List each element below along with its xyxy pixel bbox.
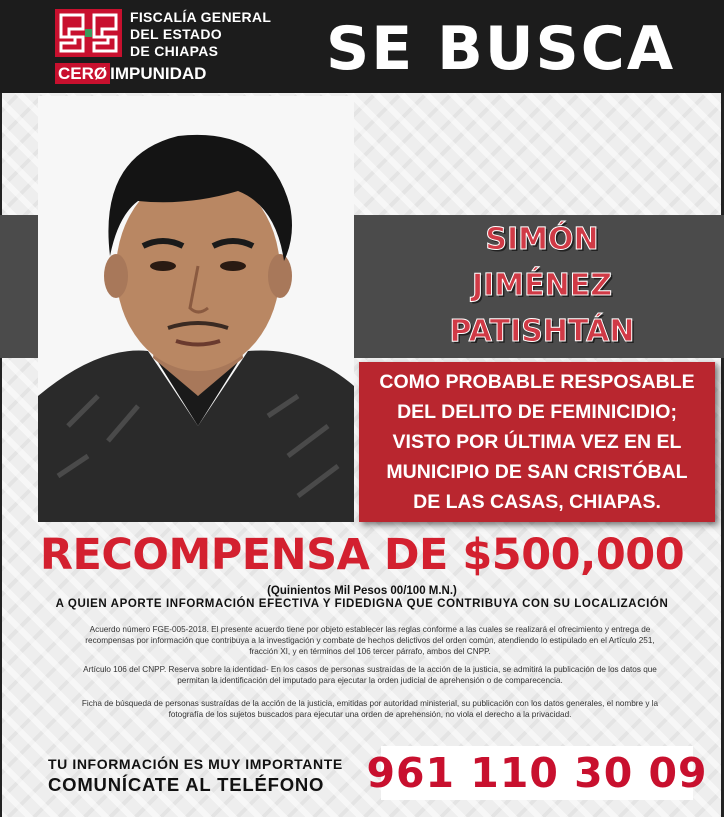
description-line-2: DEL DELITO DE FEMINICIDIO; bbox=[397, 401, 677, 423]
org-name-line-2: DEL ESTADO bbox=[130, 26, 222, 42]
wanted-headline: SE BUSCA bbox=[326, 14, 676, 84]
description-line-3: VISTO POR ÚLTIMA VEZ EN EL bbox=[392, 431, 682, 453]
header-bar bbox=[0, 0, 724, 93]
org-name-line-1: FISCALÍA GENERAL bbox=[130, 9, 272, 25]
description-line-4: MUNICIPIO DE SAN CRISTÓBAL bbox=[386, 461, 688, 483]
reward-recipient: A QUIEN APORTE INFORMACIÓN EFECTIVA Y FIDEDIGNA QUE CONTRIBUYA CON SU LOCALIZACIÓN bbox=[55, 598, 669, 610]
reward-amount-words: (Quinientos Mil Pesos 00/100 M.N.) bbox=[267, 585, 457, 597]
suspect-name-third: PATISHTÁN bbox=[449, 314, 635, 349]
suspect-name-second: JIMÉNEZ bbox=[471, 268, 613, 303]
frame-edge-left bbox=[0, 93, 2, 817]
legal-paragraph-1: Acuerdo número FGE-005-2018. El presente acuerdo tiene por objeto establecer las reglas conforme a las cuales se realizará el ofrecimiento y entrega de recompensas por información que contribuya a la investigación y combate de hechos delictivos del orden común, atendiendo lo estipulado en el Artículo 251, fracción XI, y en términos del 106 tercer párrafo, ambos del CNPP. bbox=[85, 625, 655, 656]
footer-info-line: TU INFORMACIÓN ES MUY IMPORTANTE bbox=[48, 756, 343, 772]
legal-paragraph-2: Artículo 106 del CNPP. Reserva sobre la identidad- En los casos de personas sustraídas de la acción de la justicia, se admitirá la publicación de los datos que permitan la identificación del imputado para ejecutar la orden judicial de aprehensión o de comparecencia. bbox=[83, 665, 657, 685]
phone-box bbox=[366, 746, 708, 800]
crime-description-box bbox=[359, 362, 715, 522]
reward-headline: RECOMPENSA DE $500,000 bbox=[39, 530, 685, 580]
fiscalia-logo-icon bbox=[55, 9, 122, 57]
cero-prefix: CERØ bbox=[55, 63, 110, 84]
legal-paragraph-3: Ficha de búsqueda de personas sustraídas de la acción de la justicia, emitidas por autoridad ministerial, su publicación con los datos generales, el nombre y la fotografía de los sujetos buscados para ejecutar una orden de aprehensión, no viola el derecho a la privacidad. bbox=[81, 699, 659, 719]
suspect-name-first: SIMÓN bbox=[485, 222, 599, 257]
cero-suffix: IMPUNIDAD bbox=[110, 64, 207, 83]
cero-impunidad-brand bbox=[55, 64, 206, 86]
footer-call-line: COMUNÍCATE AL TELÉFONO bbox=[48, 774, 325, 795]
phone-number[interactable]: 961 110 30 09 bbox=[366, 749, 708, 797]
description-line-5: DE LAS CASAS, CHIAPAS. bbox=[413, 491, 661, 513]
description-line-1: COMO PROBABLE RESPOSABLE bbox=[379, 371, 695, 393]
suspect-photo bbox=[38, 96, 354, 522]
org-name-line-3: DE CHIAPAS bbox=[130, 43, 219, 59]
